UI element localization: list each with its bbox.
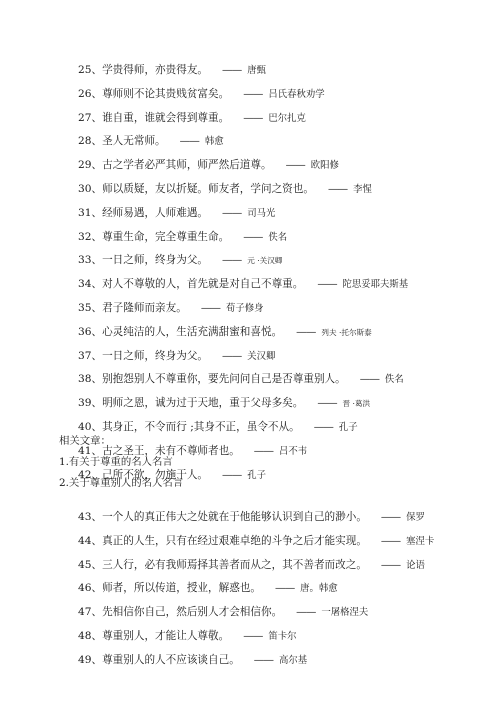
- quote-text: 古之圣王，未有不尊师者也。: [102, 444, 240, 457]
- related-articles: [59, 431, 479, 494]
- attribution-dash: ——: [296, 325, 316, 338]
- quote-text: 师以质疑，友以折疑。师友者，学问之资也。: [102, 182, 314, 195]
- quote-row: [78, 577, 488, 601]
- quote-row: [78, 59, 488, 83]
- quote-row: [78, 178, 488, 202]
- quote-list-part2: [78, 506, 488, 673]
- quote-number: 48、: [78, 629, 103, 642]
- quote-text: 君子隆师而亲友。: [102, 301, 187, 314]
- quote-number: 44、: [78, 534, 103, 547]
- quote-number: 36、: [78, 325, 103, 338]
- attribution-dash: ——: [243, 111, 263, 124]
- quote-number: 46、: [78, 582, 103, 595]
- quote-row: [78, 625, 488, 649]
- attribution-dash: ——: [222, 64, 242, 76]
- attribution-dash: ——: [380, 558, 401, 571]
- quote-number: 31、: [78, 206, 103, 219]
- quote-row: [78, 321, 488, 345]
- quote-author: 论语: [406, 559, 425, 571]
- quote-author: 吕不韦: [278, 445, 308, 457]
- quote-author: 唐甄: [247, 65, 266, 76]
- quote-text: 明师之恩，诚为过于天地，重于父母多矣。: [102, 397, 304, 410]
- quote-row: [78, 649, 488, 673]
- quote-author: 吕氏春秋劝学: [268, 88, 325, 100]
- quote-text: 学贵得师，亦贵得友。: [102, 64, 209, 76]
- quote-author: 佚名: [384, 374, 404, 386]
- attribution-dash: ——: [253, 444, 273, 457]
- quote-text: 别抱怨别人不尊重你，要先问问自己是否尊重别人。: [102, 373, 346, 386]
- quote-author: 李惺: [353, 183, 372, 195]
- quote-author: 孔子: [247, 469, 266, 481]
- quote-number: 29、: [78, 159, 103, 172]
- quote-number: 32、: [78, 230, 103, 243]
- quote-number: 43、: [78, 511, 103, 523]
- quote-text: 尊重别人，才能让人尊敬。: [102, 629, 230, 642]
- quote-author: 列夫 ·托尔斯泰: [321, 327, 372, 337]
- attribution-dash: ——: [313, 420, 333, 433]
- quote-list-part1: [78, 59, 488, 487]
- quote-author: 司马光: [247, 207, 276, 219]
- quote-number: 34、: [78, 278, 103, 291]
- quote-text: 经师易遇，人师难遇。: [102, 206, 209, 219]
- quote-row: [78, 297, 488, 321]
- quote-number: 30、: [78, 182, 103, 195]
- attribution-dash: ——: [222, 254, 242, 267]
- attribution-dash: ——: [222, 468, 242, 481]
- attribution-dash: ——: [243, 87, 263, 100]
- quote-text: 一日之师，终身为父。: [102, 254, 209, 267]
- attribution-dash: ——: [179, 135, 199, 148]
- attribution-dash: ——: [317, 278, 337, 291]
- quote-row: [78, 154, 488, 178]
- attribution-dash: ——: [327, 182, 348, 195]
- quote-row: [78, 554, 488, 578]
- quote-row: [78, 530, 488, 554]
- quote-text: 己所不欲，勿施于人。: [102, 468, 209, 481]
- quote-number: 28、: [78, 135, 103, 148]
- quote-author: 佚名: [268, 231, 288, 243]
- quote-row: [78, 107, 488, 131]
- quote-text: 真正的人生，只有在经过艰难卓绝的斗争之后才能实现。: [102, 534, 367, 547]
- quote-text: 尊重生命，完全尊重生命。: [102, 230, 230, 243]
- quote-number: 45、: [78, 558, 103, 571]
- quote-number: 25、: [78, 64, 103, 76]
- quote-author: 孔子: [338, 421, 358, 433]
- quote-author: 保罗: [406, 512, 425, 523]
- quote-author: 关汉卿: [247, 350, 276, 362]
- quote-number: 41、: [78, 444, 103, 457]
- quote-number: 42、: [78, 468, 103, 481]
- quote-text: 三人行，必有我师焉择其善者而从之，其不善者而改之。: [102, 558, 367, 571]
- attribution-dash: ——: [359, 373, 379, 386]
- quote-text: 对人不尊敬的人，首先就是对自己不尊重。: [102, 278, 304, 291]
- quote-author: 巴尔扎克: [268, 112, 306, 124]
- quote-text: 先相信你自己，然后别人才会相信你。: [102, 606, 283, 619]
- attribution-dash: ——: [253, 653, 273, 666]
- related-link-2[interactable]: 2.关于尊重别人的名人名言: [59, 477, 184, 489]
- quote-number: 27、: [78, 111, 103, 124]
- quote-row: [78, 506, 488, 530]
- quote-row: [78, 249, 488, 273]
- attribution-dash: ——: [296, 606, 316, 619]
- quote-number: 47、: [78, 606, 103, 619]
- quote-author: 荀子修身: [226, 302, 264, 314]
- attribution-dash: ——: [222, 349, 242, 362]
- quote-row: [78, 83, 488, 107]
- attribution-dash: ——: [380, 511, 401, 523]
- attribution-dash: ——: [380, 534, 401, 547]
- attribution-dash: ——: [200, 301, 221, 314]
- quote-text: 一日之师，终身为父。: [102, 349, 209, 362]
- quote-text: 心灵纯洁的人，生活充满甜蜜和喜悦。: [102, 325, 283, 338]
- attribution-dash: ——: [222, 206, 242, 219]
- quote-number: 39、: [78, 397, 103, 410]
- quote-row: [78, 368, 488, 392]
- quote-number: 26、: [78, 87, 103, 100]
- quote-author: 晋 ·葛洪: [342, 399, 371, 409]
- related-link-1[interactable]: 1.有关于尊重的名人名言: [59, 456, 173, 468]
- quote-number: 38、: [78, 373, 103, 386]
- quote-row: [78, 202, 488, 226]
- quote-number: 37、: [78, 349, 103, 362]
- quote-author: 唐。韩愈: [300, 583, 338, 595]
- attribution-dash: ——: [243, 629, 263, 642]
- attribution-dash: ——: [243, 230, 263, 243]
- attribution-dash: ——: [274, 582, 295, 595]
- quote-row: [78, 392, 488, 416]
- related-heading: 相关文章：: [59, 435, 111, 447]
- quote-text: 尊重别人的人不应该谈自己。: [102, 653, 240, 666]
- quote-number: 35、: [78, 301, 103, 314]
- quote-author: 欧阳修: [310, 160, 339, 172]
- quote-number: 33、: [78, 254, 103, 267]
- attribution-dash: ——: [317, 397, 337, 410]
- quote-text: 尊师则不论其贵贱贫富矣。: [102, 87, 230, 100]
- quote-number: 40、: [78, 420, 103, 433]
- quote-row: [78, 345, 488, 369]
- quote-text: 一个人的真正伟大之处就在于他能够认识到自己的渺小。: [102, 511, 367, 523]
- quote-row: [78, 226, 488, 250]
- quote-row: [78, 601, 488, 625]
- attribution-dash: ——: [285, 159, 305, 172]
- quote-author: 陀思妥耶夫斯基: [342, 279, 409, 291]
- quote-row: [78, 130, 488, 154]
- quote-text: 古之学者必严其师，师严然后道尊。: [102, 159, 272, 172]
- quote-author: 一屠格涅夫: [321, 607, 369, 619]
- quote-author: 元 ·关汉卿: [247, 256, 283, 266]
- quote-author: 高尔基: [278, 654, 308, 666]
- quote-author: 韩愈: [204, 136, 224, 148]
- quote-number: 49、: [78, 653, 103, 666]
- quote-text: 圣人无常师。: [102, 135, 166, 148]
- quote-row: [78, 273, 488, 297]
- quote-text: 谁自重，谁就会得到尊重。: [102, 111, 230, 124]
- quote-author: 塞涅卡: [406, 535, 435, 547]
- quote-author: 笛卡尔: [268, 630, 297, 642]
- quote-text: 其身正，不令而行 ;其身不正，虽令不从。: [102, 420, 300, 433]
- quote-text: 师者，所以传道，授业，解惑也。: [102, 582, 261, 595]
